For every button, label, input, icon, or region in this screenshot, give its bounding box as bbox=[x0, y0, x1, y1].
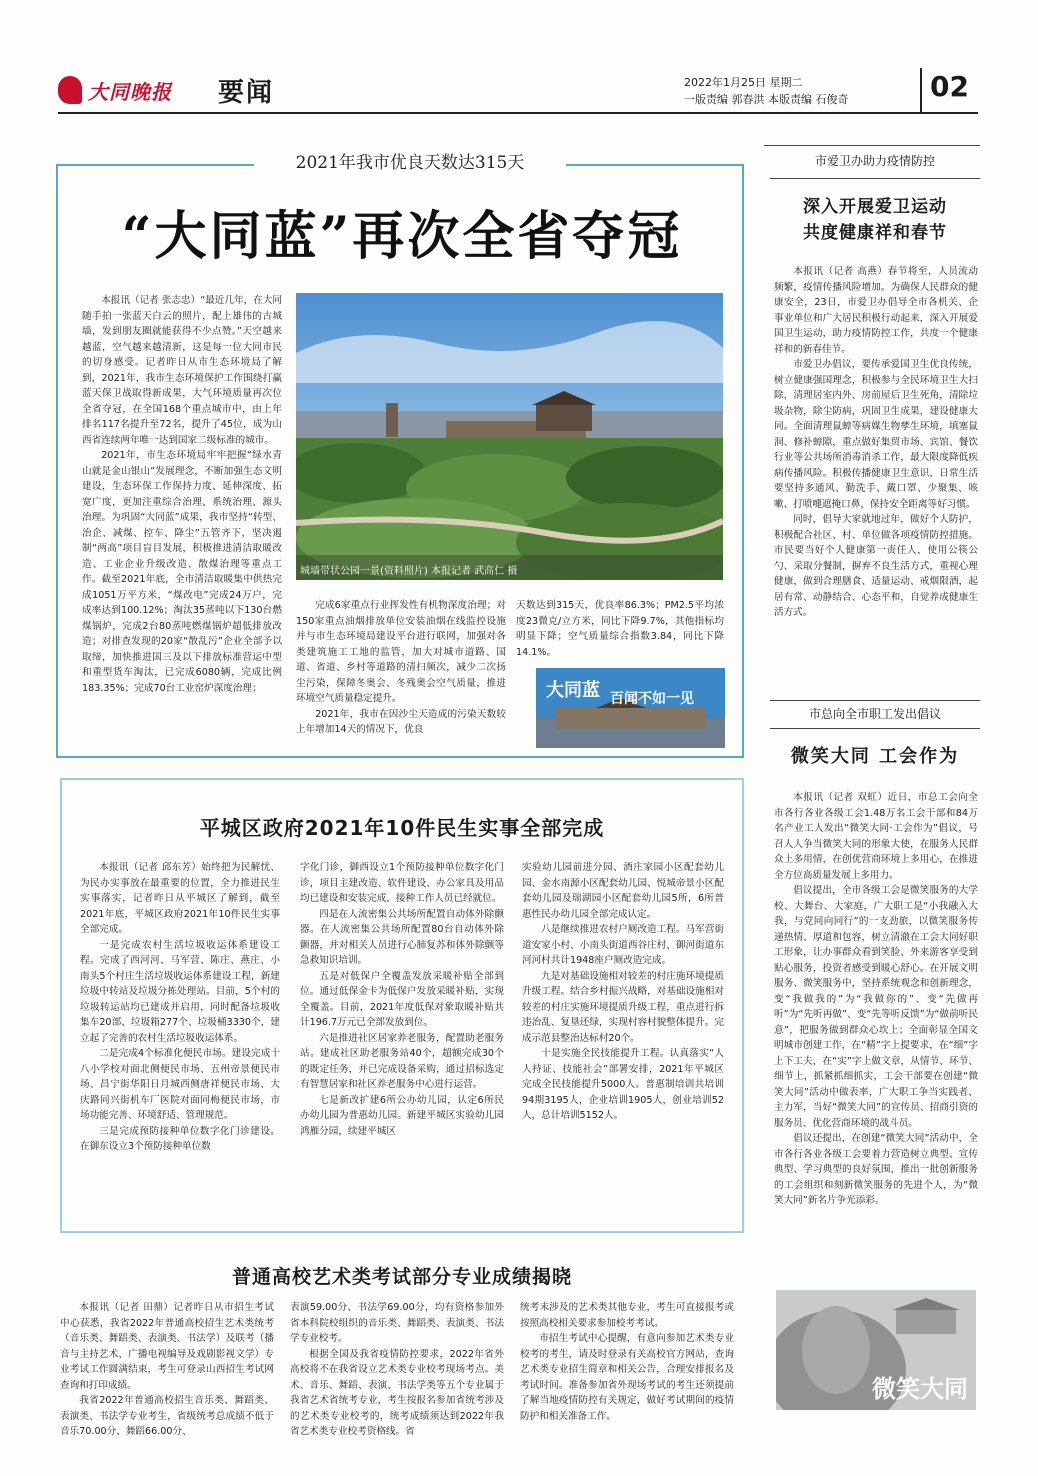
paper-name: 大同晚报 bbox=[88, 79, 172, 104]
paragraph: 十是实施全民技能提升工程。认真落实“人人持证、技能社会”部署安排，2021年平城区完成全民技能提升5000人。普惠制培训共培训94期3195人，企业培训1905人，创业培训52人，总计培训5152人。 bbox=[522, 1048, 724, 1121]
page-number: 02 bbox=[930, 70, 969, 103]
story2-column-2 bbox=[300, 860, 504, 1139]
paragraph: 三是完成预防接种单位数字化门诊建设。在御东设立3个预防接种单位数 bbox=[80, 1125, 280, 1152]
story3-column-2 bbox=[290, 1300, 504, 1440]
right1-headline-line1: 深入开展爱卫运动 bbox=[803, 197, 947, 217]
right1-headline-line2: 共度健康祥和春节 bbox=[803, 223, 947, 243]
paragraph: 二是完成4个标准化便民市场。建设完成十八小学校对面北侧便民市场、五州帝景便民市场、昌宁街华阳日月城西侧唐祥便民市场、大庆路同兴街机车厂医院对面同梅便民市场，市场功能完善、环境舒适、管理规范。 bbox=[80, 1048, 280, 1121]
story3-headline: 普通高校艺术类考试部分专业成绩揭晓 bbox=[231, 1266, 572, 1288]
paragraph: 五是对低保户全覆盖发放采暖补贴全部到位。通过低保金卡为低保户发放采暖补贴，实现全覆盖。目前，2021年度低保对象取暖补贴共计196.7万元已全部发放到位。 bbox=[300, 970, 504, 1028]
banner-slogan: 百闻不如一见 bbox=[610, 691, 694, 707]
datong-blue-banner bbox=[536, 668, 725, 748]
paragraph: 2021年，市生态环境局牢牢把握“绿水青山就是金山银山”发展理念，不断加强生态文明建设，生态环保工作保持力度、延伸深度、拓宽广度，更加注重综合治理、系统治理、源头治理。为巩固“大同蓝”成果，我市坚持“转型、治企、减煤、控车、降尘”五管齐下，坚决遏制“两高”项目盲目发展，积极推进清洁取暖改造、工业企业升级改造、散煤治理等重点工作。截至2021年底，全市清洁取暖集中供热完成1051万平方米，“煤改电”完成24万户，完成率达到100.12%；淘汰35蒸吨以下130台燃煤锅炉，完成2台80蒸吨燃煤锅炉超低排放改造；对排查发现的20家“散乱污”企业全部予以取缔，加快推进国三及以下排放标准营运中型和重型货车淘汰，已完成6080辆，完成比例183.35%；完成70台工业窑炉深度治理； bbox=[82, 450, 282, 694]
paragraph: 倡议提出，全市各级工会是微笑服务的大学校、大舞台、大家庭，广大职工是“小我融入大我，与党同向同行”的一支劲旅，以微笑服务传递热情、厚道和包容，树立清澈在工会大同好职工形象，让办事群众看到笑脸、外来游客享受到贴心服务，投资者感受到暖心舒心。在开展文明服务、微笑服务中，坚持系统观念和创新理念，变“我做我的”为“我做你的”、变“先做再听”为“先听再做”、变“先等听反馈”为“做前听民意”，把服务做到群众心坎上；全面彰显全国文明城市创建工作，在“精”字上提要求，在“细”字上下工夫，在“实”字上做文章，从情节、环节、细节上，抓紧抓细抓实，工会干部要在创建“微笑大同”活动中做表率，广大职工争当实践者、主力军，当好“微笑大同”的宣传员、招商引资的服务员、优化营商环境的战斗员。 bbox=[774, 885, 978, 1129]
masthead-logo bbox=[58, 68, 188, 112]
paragraph: 根据全国及我省疫情防控要求，2022年省外高校将不在我省设立艺术类专业校考现场考点。美术、音乐、舞蹈、表演、书法学类等五个专业属于我省艺术省统考专业，考生按报名参加省统考涉及的艺术类专业校考的，统考成绩须达到2022年我省艺术类专业校考资格线。省 bbox=[290, 1348, 504, 1437]
right-rule bbox=[770, 728, 980, 729]
paragraph: 本报讯（记者 邱东芳）始终把为民解忧、为民办实事放在最重要的位置，全力推进民生实事落实，记者昨日从平城区了解到，截至2021年底，平城区政府2021年10件民生实事全部完成。 bbox=[80, 862, 280, 935]
lead-headline: “大同蓝”再次全省夺冠 bbox=[121, 206, 683, 267]
right-rule bbox=[770, 700, 980, 701]
paragraph: 实验幼儿园前进分园、酒庄家园小区配套幼儿园、金水南源小区配套幼儿园、悦城帝景小区配套幼儿园及瑞湖园小区配套幼儿园5所，6所普惠性民办幼儿园全部完成认定。 bbox=[522, 862, 724, 920]
paragraph: 本报讯（记者 田鼎）记者昨日从市招生考试中心获悉，我省2022年普通高校招生艺术类统考（音乐类、舞蹈类、表演类、书法学）及联考（播音与主持艺术、广播电视编导及戏剧影视文学）专业考试工作圆满结束，考生可登录山西招生考试网查询和打印成绩。 bbox=[60, 1302, 274, 1391]
right2-kicker: 市总向全市职工发出倡议 bbox=[808, 707, 941, 721]
smile-datong-text: 微笑大同 bbox=[872, 1374, 968, 1403]
smile-datong-image bbox=[776, 1290, 976, 1410]
paragraph: 表演59.00分、书法学69.00分，均有资格参加外省本科院校组织的音乐类、舞蹈类、表演类、书法学专业校考。 bbox=[290, 1302, 504, 1344]
editor-line: 一版责编 郭春洪 本版责编 石俊奇 bbox=[684, 93, 849, 106]
paragraph: 本报讯（记者 张志忠）“最近几年，在大同随手拍一张蓝天白云的照片，配上雄伟的古城墙，发到朋友圈就能获得不少点赞。”天空越来越蓝，空气越来越清新，这是每一位大同市民的切身感受。记者昨日从市生态环境局了解到，2021年，我市生态环境保护工作围绕打赢蓝天保卫战取得新成果，大气环境质量再次位全省夺冠，在全国168个重点城市中，由上年排名117名提升至72名，提升了45位，成为山西省连续两年唯一达到国家二级标准的城市。 bbox=[82, 295, 282, 446]
paragraph: 同时，倡导大家就地过年，做好个人防护，积极配合社区、村、单位做各项疫情防控措施。市民要当好个人健康第一责任人，使用公筷公勺、采取分餐制，摒弃不良生活方式，重视心理健康，做到合理膳食、适量运动、戒烟限酒，起居有常、动静结合、心态平和，自觉养成健康生活方式。 bbox=[774, 514, 978, 618]
section-name: 要闻 bbox=[218, 78, 275, 108]
lead-column-1 bbox=[82, 293, 282, 696]
header-rule bbox=[58, 112, 978, 114]
right2-body bbox=[774, 790, 978, 1209]
header-divider bbox=[920, 68, 922, 112]
paragraph: 八是继续推进农村户厕改造工程。马军营街道安家小村、小南头街道西谷庄村、御河街道东河河村共计1948座户厕改造完成。 bbox=[522, 924, 724, 966]
paragraph: 市招生考试中心提醒，有意向参加艺术类专业校考的考生，请及时登录有关高校官方网站，查询艺术类专业招生简章和相关公告，合理安排报名及考试时间。准备参加省外现场考试的考生还须提前了解当地疫情防控有关规定，做好考试期间的疫情防护和相关准备工作。 bbox=[520, 1333, 734, 1422]
issue-info bbox=[684, 74, 914, 108]
paragraph: 字化门诊，御西设立1个预防接种单位数字化门诊，项目主建改造、软件建设、办公家具及用品均已建设和安装完成，接种工作人员已经就位。 bbox=[300, 862, 504, 904]
lead-column-3 bbox=[516, 598, 724, 660]
photo-caption: 城墙带状公园一景(资料照片) 本报记者 武高仁 摄 bbox=[300, 566, 518, 577]
right1-kicker: 市爱卫办助力疫情防控 bbox=[814, 154, 935, 168]
logo-flame-icon bbox=[58, 76, 82, 104]
story3-column-3 bbox=[520, 1300, 734, 1424]
banner-title: 大同蓝 bbox=[546, 680, 600, 701]
lead-column-2 bbox=[296, 598, 506, 738]
right-rule bbox=[764, 145, 980, 146]
right1-headline bbox=[770, 194, 980, 246]
paragraph: 四是在人流密集公共场所配置自动体外除颤器。在人流密集公共场所配置80台自动体外除颤器，并对相关人员进行心肺复苏和体外除颤等急救知识培训。 bbox=[300, 908, 504, 966]
story2-headline: 平城区政府2021年10件民生实事全部完成 bbox=[199, 816, 605, 840]
lead-photo bbox=[296, 293, 723, 580]
paragraph: 一是完成农村生活垃圾收运体系建设工程。完成了西河河、马军营、陈庄、燕庄、小南头5个村庄生活垃圾收运体系建设工程，新建垃圾中转站及垃圾分拣处理站。目前，5个村的垃圾转运站均已建成并启用，同时配备垃圾收集车20部、垃圾箱277个、垃圾桶3330个，建立起了完善的农村生活垃圾收运体系。 bbox=[80, 939, 280, 1044]
paragraph: 九是对基础设施相对较差的村庄施环境提质升级工程。结合乡村振兴战略，对基础设施相对较差的村庄实施环境提质升级工程，重点进行拆违治乱、复垦还绿，实现村容村貌整体提升。完成示范县整治达标村20个。 bbox=[522, 970, 724, 1044]
paragraph: 本报讯（记者 高燕）春节将至，人员流动频繁，疫情传播风险增加。为确保人民群众的健康安全，23日，市爱卫办倡导全市各机关、企事业单位和广大居民积极行动起来，深入开展爱国卫生运动，助力疫情防控工作，共度一个健康祥和的新春佳节。 bbox=[774, 266, 978, 355]
paragraph: 完成6家重点行业挥发性有机物深度治理；对150家重点油烟排放单位安装油烟在线监控设施并与市生态环境局建设平台进行联网，加强对各类建筑施工工地的监管，加大对城市道路、国道、省道、乡村等道路的清扫频次，减少二次扬尘污染，保障冬奥会、冬残奥会空气质量，推进环境空气质量稳定提升。 bbox=[296, 600, 506, 704]
paragraph: 天数达到315天，优良率86.3%；PM2.5平均浓度23微克/立方米，同比下降9.7%，其他指标均明显下降；空气质量综合指数3.84，同比下降14.1%。 bbox=[516, 600, 724, 658]
story2-column-1 bbox=[80, 860, 280, 1155]
paragraph: 本报讯（记者 双虹）近日，市总工会向全市各行各业各级工会1.48万名工会干部和84万名产业工人发出“微笑大同·工会作为”倡议，号召人人争当微笑大同的形象大使，在服务人民群众上多用情，在创优营商环境上多用心，在推进全方位高质量发展上多用力。 bbox=[774, 792, 978, 881]
right2-headline: 微笑大同 工会作为 bbox=[790, 746, 960, 767]
right-rule bbox=[770, 178, 980, 179]
paragraph: 倡议还提出，在创建“微笑大同”活动中，全市各行各业各级工会要着力营造树立典型、宣传典型、学习典型的良好氛围，推出一批创新服务的工会组织和刻新微笑服务的先进个人，为“微笑大同”新名片争光添彩。 bbox=[774, 1133, 978, 1206]
right1-body bbox=[774, 264, 978, 621]
paragraph: 2021年，我市在因沙尘天造成的污染天数较上年增加14天的情况下，优良 bbox=[296, 708, 506, 735]
lead-subtitle: 2021年我市优良天数达315天 bbox=[254, 148, 566, 173]
story3-column-1 bbox=[60, 1300, 274, 1440]
paragraph: 我省2022年普通高校招生音乐类、舞蹈类、表演类、书法学专业考生，省级统考总成绩不低于音乐70.00分、舞蹈66.00分、 bbox=[60, 1395, 274, 1437]
paragraph: 市爱卫办倡议，要传承爱国卫生优良传统，树立健康强国理念，积极参与全民环境卫生大扫除，清理居室内外、房前屋后卫生死角，清除垃圾杂物，除尘防病，巩固卫生成果，建设健康大同。全面清理鼠蟑等病媒生物孳生环境，填塞鼠洞、修补蟑隙，重点做好集贸市场、宾馆、餐饮行业等公共场所消毒消杀工作，最大限度降低疾病传播风险。积极传播健康卫生意识，日常生活要坚持多通风、勤洗手、戴口罩、少聚集、咳嗽、打喷嚏遮掩口鼻，保持安全距离等好习惯。 bbox=[774, 359, 978, 510]
story2-column-3 bbox=[522, 860, 724, 1124]
paragraph: 统考未涉及的艺术类其他专业，考生可直接报考或按照高校相关要求参加校考考试。 bbox=[520, 1302, 734, 1329]
paragraph: 七是新改扩建6所公办幼儿园，认定6所民办幼儿园为普惠幼儿园。新建平城区实验幼儿园鸿雁分园，续建平城区 bbox=[300, 1094, 504, 1137]
city-wall-park-photo bbox=[296, 293, 723, 580]
date-line: 2022年1月25日 星期二 bbox=[684, 76, 803, 89]
paragraph: 六是推进社区居家养老服务，配置助老服务站。建成社区助老服务站40个，超额完成30个的既定任务，并已完成设备采购，通过招标选定有智慧居家和社区养老服务中心进行运营。 bbox=[300, 1032, 504, 1090]
